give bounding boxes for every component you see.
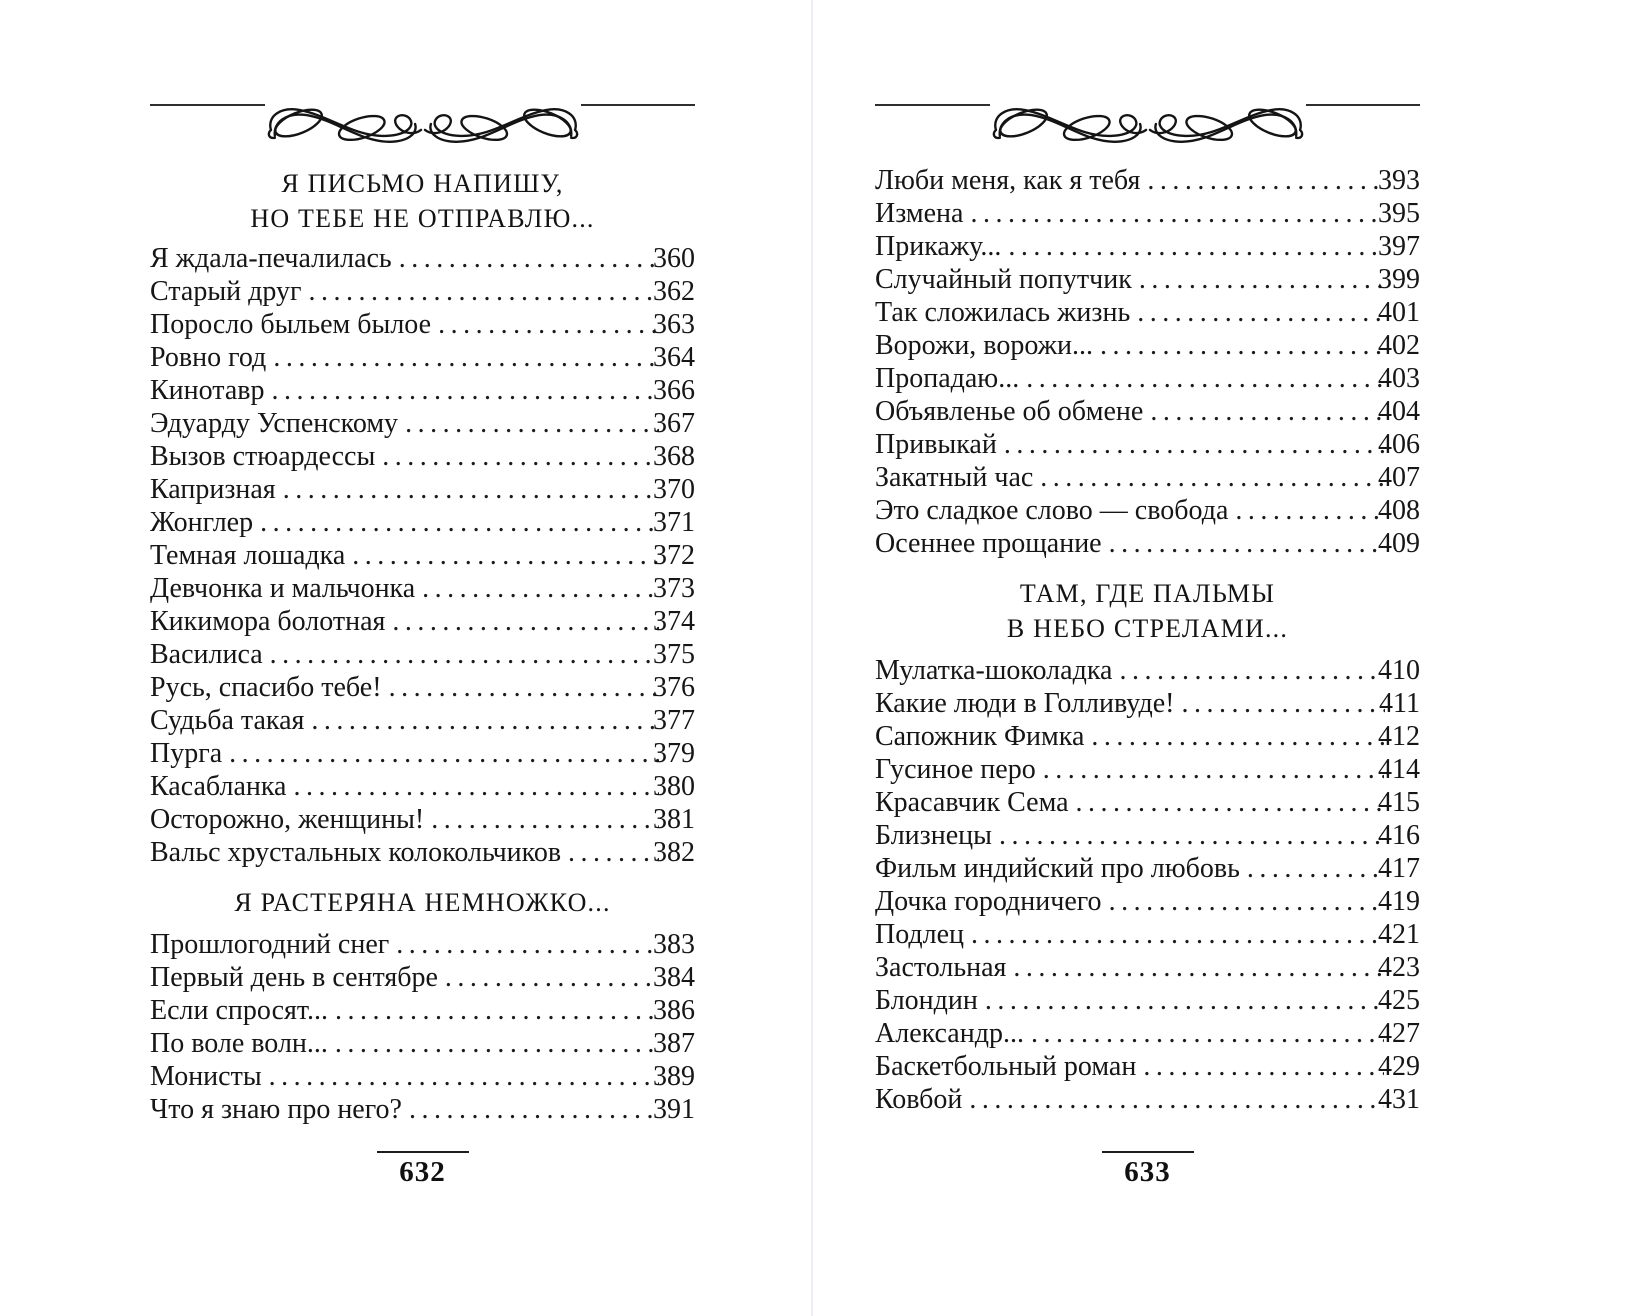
dot-leader: [1136, 1050, 1383, 1083]
dot-leader: [963, 197, 1383, 230]
toc-row: [150, 671, 695, 704]
dot-leader: [328, 994, 658, 1027]
section-heading: [150, 166, 695, 236]
toc-entry-page: 393: [1378, 165, 1420, 196]
dot-leader: [1143, 395, 1383, 428]
toc-entry-title: Прикажу...: [875, 231, 1002, 262]
dot-leader: [402, 1093, 659, 1126]
toc-entry-page: 415: [1378, 787, 1420, 818]
dot-leader: [1174, 687, 1384, 720]
toc-entry-title: Сапожник Фимка: [875, 721, 1085, 752]
toc-entry-title: Привыкай: [875, 429, 997, 460]
toc-entry-title: Судьба такая: [150, 705, 305, 736]
toc-entry-page: 399: [1378, 264, 1420, 295]
toc-entry-page: 397: [1378, 231, 1420, 262]
toc-row: [150, 1027, 695, 1060]
toc-row: [150, 638, 695, 671]
toc-entry-title: Василиса: [150, 639, 263, 670]
toc-entry-title: Первый день в сентябре: [150, 962, 438, 993]
toc-entry-title: Пропадаю...: [875, 363, 1020, 394]
toc-entry-title: Александр...: [875, 1018, 1024, 1049]
toc-entry-page: 376: [653, 672, 695, 703]
toc-row: [875, 428, 1420, 461]
toc-entry-title: Это сладкое слово — свобода: [875, 495, 1229, 526]
toc-row: [875, 753, 1420, 786]
dot-leader: [382, 671, 659, 704]
toc-entry-title: Измена: [875, 198, 964, 229]
section-heading-line: Я РАСТЕРЯНА НЕМНОЖКО...: [234, 888, 611, 917]
dot-leader: [1240, 852, 1384, 885]
dot-leader: [424, 803, 658, 836]
dot-leader: [997, 428, 1384, 461]
toc-entry-title: Пурга: [150, 738, 223, 769]
toc-entry-page: 363: [653, 309, 695, 340]
toc-entry-title: Застольная: [875, 952, 1007, 983]
dot-leader: [286, 770, 658, 803]
dot-leader: [1006, 951, 1383, 984]
toc-entry-title: Случайный попутчик: [875, 264, 1132, 295]
dot-leader: [328, 1027, 659, 1060]
toc-entry-title: Прошлогодний снег: [150, 929, 390, 960]
toc-entry-page: 372: [653, 540, 695, 571]
toc-entry-page: 380: [653, 771, 695, 802]
dot-leader: [1102, 527, 1384, 560]
toc-entry-title: Кинотавр: [150, 375, 265, 406]
toc-entry-page: 389: [653, 1061, 695, 1092]
dot-leader: [1132, 263, 1384, 296]
toc-entry-title: Я ждала-печалилась: [150, 243, 392, 274]
toc-entry-page: 411: [1379, 688, 1420, 719]
toc-row: [875, 984, 1420, 1017]
toc-entry-title: Жонглер: [150, 507, 254, 538]
toc-entry-title: Подлец: [875, 919, 965, 950]
dot-leader: [265, 374, 659, 407]
toc-entry-page: 368: [653, 441, 695, 472]
toc-entry-page: 370: [653, 474, 695, 505]
toc-entry-page: 419: [1378, 886, 1420, 917]
toc-entry-page: 410: [1378, 655, 1420, 686]
dot-leader: [1228, 494, 1383, 527]
toc-row: [150, 473, 695, 506]
toc-row: [875, 1017, 1420, 1050]
dot-leader: [1033, 461, 1383, 494]
toc-entry-title: Объявленье об обмене: [875, 396, 1144, 427]
toc-entry-title: Что я знаю про него?: [150, 1094, 402, 1125]
toc-entry-title: Осторожно, женщины!: [150, 804, 425, 835]
toc-entry-page: 374: [653, 606, 695, 637]
toc-entry-title: Ковбой: [875, 1084, 963, 1115]
toc-entry-title: Дочка городничего: [875, 886, 1102, 917]
toc-entry-page: 412: [1378, 721, 1420, 752]
toc-entry-title: Капризная: [150, 474, 276, 505]
dot-leader: [262, 1060, 659, 1093]
toc-entries: [150, 242, 695, 869]
dot-leader: [438, 961, 659, 994]
toc-row: [875, 819, 1420, 852]
dot-leader: [263, 638, 659, 671]
dot-leader: [992, 819, 1384, 852]
toc-entry-title: Старый друг: [150, 276, 302, 307]
toc-row: [875, 296, 1420, 329]
dot-leader: [389, 928, 658, 961]
toc-entry-title: Темная лошадка: [150, 540, 346, 571]
toc-entry-page: 371: [653, 507, 695, 538]
toc-entry-page: 421: [1378, 919, 1420, 950]
toc-row: [875, 263, 1420, 296]
toc-row: [875, 1050, 1420, 1083]
section-heading-line: В НЕБО СТРЕЛАМИ...: [1006, 614, 1289, 643]
toc-entry-title: Какие люди в Голливуде!: [875, 688, 1175, 719]
toc-entry-page: 417: [1378, 853, 1420, 884]
toc-row: [875, 720, 1420, 753]
folio-rule: [377, 1151, 469, 1153]
toc-row: [150, 539, 695, 572]
dot-leader: [1130, 296, 1383, 329]
dot-leader: [1019, 362, 1383, 395]
toc-entry-page: 401: [1378, 297, 1420, 328]
toc-entry-title: Мулатка-шоколадка: [875, 655, 1113, 686]
toc-entries: [875, 654, 1420, 1116]
right-page: [875, 0, 1420, 1316]
toc-entry-page: 367: [653, 408, 695, 439]
toc-entry-page: 362: [653, 276, 695, 307]
toc-entry-page: 416: [1378, 820, 1420, 851]
toc-row: [875, 329, 1420, 362]
toc-row: [875, 687, 1420, 720]
dot-leader: [1084, 720, 1383, 753]
dot-leader: [304, 704, 658, 737]
toc-row: [150, 605, 695, 638]
dot-leader: [561, 836, 658, 869]
toc-row: [875, 164, 1420, 197]
toc-entry-title: Фильм индийский про любовь: [875, 853, 1240, 884]
toc-row: [150, 928, 695, 961]
dot-leader: [385, 605, 658, 638]
toc-entries: [150, 928, 695, 1126]
toc-row: [875, 362, 1420, 395]
toc-entry-page: 404: [1378, 396, 1420, 427]
dot-leader: [345, 539, 658, 572]
toc-row: [150, 803, 695, 836]
toc-row: [875, 885, 1420, 918]
toc-row: [875, 1083, 1420, 1116]
dot-leader: [431, 308, 658, 341]
toc-entry-title: Блондин: [875, 985, 978, 1016]
toc-entry-page: 395: [1378, 198, 1420, 229]
flourish-ornament-icon: [990, 102, 1306, 144]
toc-entry-title: Монисты: [150, 1061, 262, 1092]
toc-entry-page: 377: [653, 705, 695, 736]
flourish-ornament-icon: [265, 102, 581, 144]
toc-row: [150, 572, 695, 605]
dot-leader: [301, 275, 658, 308]
toc-entry-page: 402: [1378, 330, 1420, 361]
toc-entry-title: Касабланка: [150, 771, 287, 802]
dot-leader: [1036, 753, 1384, 786]
toc-entry-page: 407: [1378, 462, 1420, 493]
toc-row: [875, 527, 1420, 560]
section-heading-line: ТАМ, ГДЕ ПАЛЬМЫ: [1019, 579, 1276, 608]
toc-sections: [150, 160, 695, 1126]
toc-entry-page: 383: [653, 929, 695, 960]
toc-sections: [875, 160, 1420, 1116]
section-heading-line: НО ТЕБЕ НЕ ОТПРАВЛЮ...: [250, 204, 595, 233]
toc-entry-page: 387: [653, 1028, 695, 1059]
toc-entry-page: 403: [1378, 363, 1420, 394]
toc-row: [150, 836, 695, 869]
toc-entry-page: 382: [653, 837, 695, 868]
dot-leader: [1093, 329, 1384, 362]
dot-leader: [1140, 164, 1383, 197]
dot-leader: [962, 1083, 1383, 1116]
dot-leader: [276, 473, 659, 506]
dot-leader: [1001, 230, 1383, 263]
toc-entry-page: 381: [653, 804, 695, 835]
dot-leader: [398, 407, 658, 440]
toc-entry-title: Красавчик Сема: [875, 787, 1069, 818]
dot-leader: [415, 572, 658, 605]
toc-row: [875, 852, 1420, 885]
toc-entry-page: 360: [653, 243, 695, 274]
toc-entry-page: 425: [1378, 985, 1420, 1016]
toc-row: [150, 1060, 695, 1093]
toc-row: [150, 506, 695, 539]
dot-leader: [375, 440, 658, 473]
dot-leader: [253, 506, 658, 539]
toc-entry-page: 386: [653, 995, 695, 1026]
toc-entry-title: Вызов стюардессы: [150, 441, 376, 472]
toc-entry-page: 431: [1378, 1084, 1420, 1115]
toc-entry-title: Кикимора болотная: [150, 606, 386, 637]
toc-entry-title: Люби меня, как я тебя: [875, 165, 1141, 196]
page-number-footer: 633: [1124, 1156, 1171, 1188]
toc-row: [150, 308, 695, 341]
dot-leader: [1069, 786, 1384, 819]
toc-row: [150, 704, 695, 737]
toc-row: [875, 654, 1420, 687]
toc-row: [875, 230, 1420, 263]
toc-entry-title: Гусиное перо: [875, 754, 1036, 785]
toc-entry-title: Так сложилась жизнь: [875, 297, 1131, 328]
toc-row: [875, 395, 1420, 428]
toc-entry-page: 427: [1378, 1018, 1420, 1049]
toc-row: [150, 994, 695, 1027]
toc-entry-title: Эдуарду Успенскому: [150, 408, 399, 439]
toc-entry-page: 429: [1378, 1051, 1420, 1082]
toc-row: [875, 197, 1420, 230]
folio-rule: [1102, 1151, 1194, 1153]
toc-entry-title: Близнецы: [875, 820, 992, 851]
toc-row: [875, 494, 1420, 527]
dot-leader: [978, 984, 1384, 1017]
page-number-footer: 632: [399, 1156, 446, 1188]
section-heading-line: Я ПИСЬМО НАПИШУ,: [281, 169, 564, 198]
toc-entry-title: Ворожи, ворожи...: [875, 330, 1093, 361]
toc-entries: [875, 164, 1420, 560]
toc-entry-page: 366: [653, 375, 695, 406]
toc-entry-page: 375: [653, 639, 695, 670]
dot-leader: [964, 918, 1383, 951]
page-gutter-divider: [811, 0, 813, 1316]
toc-row: [150, 341, 695, 374]
toc-entry-page: 414: [1378, 754, 1420, 785]
toc-entry-page: 384: [653, 962, 695, 993]
toc-row: [150, 770, 695, 803]
toc-row: [150, 407, 695, 440]
dot-leader: [266, 341, 658, 374]
toc-row: [875, 951, 1420, 984]
toc-entry-title: Вальс хрустальных колокольчиков: [150, 837, 562, 868]
toc-entry-page: 423: [1378, 952, 1420, 983]
toc-entry-title: Русь, спасибо тебе!: [150, 672, 382, 703]
toc-entry-page: 373: [653, 573, 695, 604]
toc-entry-page: 406: [1378, 429, 1420, 460]
toc-row: [150, 961, 695, 994]
toc-entry-page: 364: [653, 342, 695, 373]
toc-row: [150, 440, 695, 473]
toc-entry-page: 408: [1378, 495, 1420, 526]
section-heading: [150, 885, 695, 920]
left-page: [150, 0, 695, 1316]
toc-entry-title: Если спросят...: [150, 995, 329, 1026]
toc-row: [150, 1093, 695, 1126]
dot-leader: [222, 737, 658, 770]
toc-entry-page: 409: [1378, 528, 1420, 559]
dot-leader: [392, 242, 659, 275]
toc-entry-page: 391: [653, 1094, 695, 1125]
toc-row: [150, 275, 695, 308]
dot-leader: [1112, 654, 1383, 687]
toc-row: [150, 374, 695, 407]
toc-row: [875, 786, 1420, 819]
toc-entry-title: Девчонка и мальчонка: [150, 573, 416, 604]
toc-row: [875, 461, 1420, 494]
toc-entry-title: Закатный час: [875, 462, 1034, 493]
toc-row: [150, 737, 695, 770]
toc-entry-title: Ровно год: [150, 342, 267, 373]
toc-row: [875, 918, 1420, 951]
toc-row: [150, 242, 695, 275]
dot-leader: [1102, 885, 1384, 918]
toc-entry-title: Поросло быльем былое: [150, 309, 432, 340]
dot-leader: [1024, 1017, 1384, 1050]
toc-entry-title: По воле волн...: [150, 1028, 328, 1059]
toc-entry-page: 379: [653, 738, 695, 769]
toc-entry-title: Баскетбольный роман: [875, 1051, 1137, 1082]
section-heading: [875, 576, 1420, 646]
toc-entry-title: Осеннее прощание: [875, 528, 1102, 559]
